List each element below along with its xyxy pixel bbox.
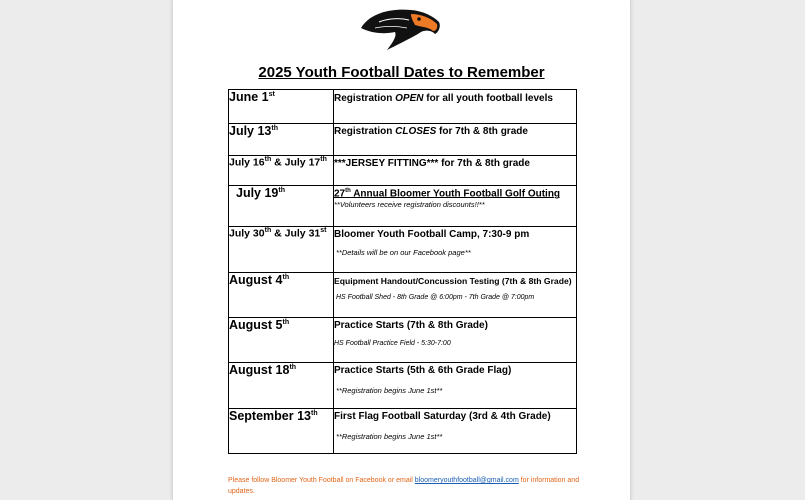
event-cell: Registration OPEN for all youth football levels <box>334 90 577 124</box>
date-cell: July 16th & July 17th <box>229 156 334 186</box>
date-cell: September 13th <box>229 409 334 454</box>
table-row <box>229 156 577 186</box>
table-row <box>229 124 577 156</box>
document-page <box>172 0 631 500</box>
date-cell: August 4th <box>229 273 334 318</box>
table-row <box>229 186 577 227</box>
date-cell: July 13th <box>229 124 334 156</box>
date-cell: July 19th <box>229 186 334 227</box>
event-cell: 27th Annual Bloomer Youth Football Golf Outing **Volunteers receive registration discounts!!** <box>334 186 577 227</box>
table-row <box>229 227 577 273</box>
footer-note: Please follow Bloomer Youth Football on Facebook or email bloomeryouthfootball@gmail.com for information and updates. <box>228 477 580 495</box>
table-row <box>229 409 577 454</box>
page-title: 2025 Youth Football Dates to Remember <box>258 64 545 81</box>
date-cell: July 30th & July 31st <box>229 227 334 273</box>
date-cell: August 18th <box>229 363 334 409</box>
event-cell: Practice Starts (7th & 8th Grade) HS Football Practice Field - 5:30-7:00 <box>334 318 577 363</box>
event-cell: ***JERSEY FITTING*** for 7th & 8th grade <box>334 156 577 186</box>
event-cell: Equipment Handout/Concussion Testing (7th & 8th Grade) HS Football Shed - 8th Grade @ 6:00pm - 7th Grade @ 7:00pm <box>334 273 577 318</box>
email-link[interactable]: bloomeryouthfootball@gmail.com <box>414 477 519 484</box>
date-cell: June 1st <box>229 90 334 124</box>
table-row <box>229 318 577 363</box>
event-cell: First Flag Football Saturday (3rd & 4th Grade) **Registration begins June 1st** <box>334 409 577 454</box>
date-cell: August 5th <box>229 318 334 363</box>
hawk-head-icon <box>359 6 443 52</box>
event-cell: Practice Starts (5th & 6th Grade Flag) **Registration begins June 1st** <box>334 363 577 409</box>
table-row <box>229 273 577 318</box>
event-cell: Registration CLOSES for 7th & 8th grade <box>334 124 577 156</box>
dates-table <box>228 89 577 454</box>
event-cell: Bloomer Youth Football Camp, 7:30-9 pm **Details will be on our Facebook page** <box>334 227 577 273</box>
table-row <box>229 363 577 409</box>
table-row <box>229 90 577 124</box>
